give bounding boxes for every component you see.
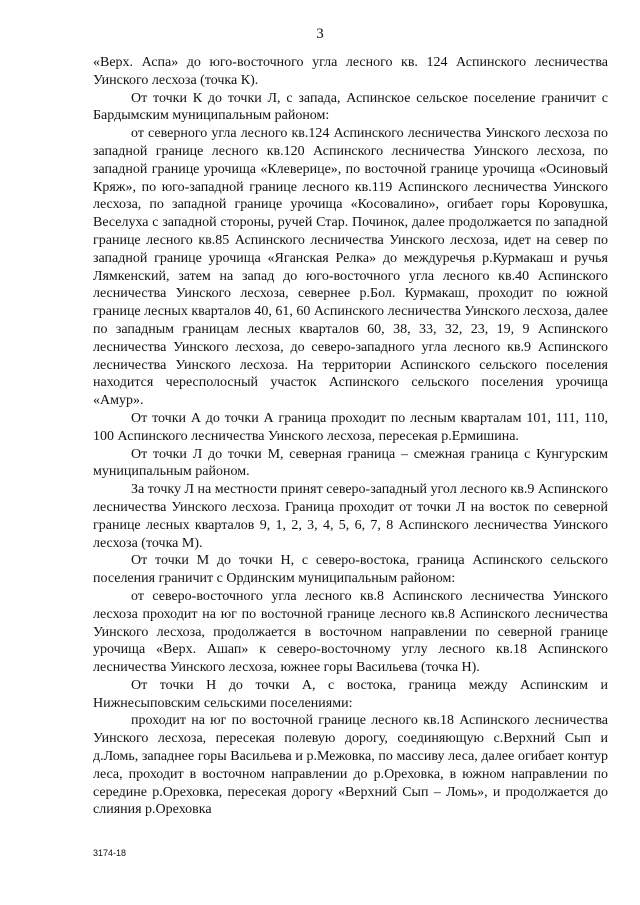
paragraph-point-m-to-n: От точки М до точки Н, с северо-востока, граница Аспинского сельского поселения граничит с Ординским муниципальным районом: <box>93 553 608 587</box>
paragraph-east-boundary: проходит на юг по восточной границе лесного кв.18 Аспинского лесничества Уинского лесхоза, пересекая полевую дорогу, соединяющую с.Верхний Сып и д.Ломь, западнее горы Васильева и р.Межовка, по массиву леса, далее огибает контур леса, проходит в восточном направлении до р.Ореховка, в южном направлении по середине р.Ореховка, пересекая дорогу «Верхний Сып – Ломь», и продолжается до слияния р.Ореховка <box>93 713 608 818</box>
document-body <box>93 54 608 819</box>
paragraph-orda-boundary: от северо-восточного угла лесного кв.8 Аспинского лесничества Уинского лесхоза проходит на юг по восточной границе лесного кв.8 Аспинского лесничества Уинского лесхоза, продолжается в восточном направлении по северной границе урочища «Верх. Ашап» к северо-восточному углу лесного кв.18 Аспинского лесничества Уинского лесхоза, южнее горы Васильева (точка Н). <box>93 588 608 676</box>
paragraph-point-l-to-m: От точки Л до точки М, северная граница – смежная граница с Кунгурским муниципальным районом. <box>93 446 608 480</box>
paragraph-point-k-to-l: От точки К до точки Л, с запада, Аспинское сельское поселение граничит с Бардымским муниципальным районом: <box>93 90 608 124</box>
paragraph-point-n-to-a: От точки Н до точки А, с востока, граница между Аспинским и Нижнесыповским сельскими поселениями: <box>93 677 608 711</box>
paragraph-bardym-boundary: от северного угла лесного кв.124 Аспинского лесничества Уинского лесхоза по западной границе лесного кв.120 Аспинского лесничества Уинского лесхоза, по западной границе урочища «Клеверице», по восточной границе урочища «Осиновый Кряж», по юго-западной границе лесного кв.119 Аспинского лесничества Уинского лесхоза, по западной границе урочища «Косовалино», огибает горы Коровушка, Веселуха с западной стороны, ручей Стар. Починок, далее продолжается по западной границе лесного кв.85 Аспинского лесничества Уинского лесхоза, идет на север по западной границе урочища «Яганская Релка» до междуречья р.Курмакаш и ручья Лямкенский, затем на запад до юго-восточного угла лесного кв.40 Аспинского лесничества Уинского лесхоза, севернее р.Бол. Курмакаш, проходит по южной границе лесных кварталов 40, 61, 60 Аспинского лесничества Уинского лесхоза, далее по западным границам лесных кварталов 60, 38, 33, 32, 23, 19, 9 Аспинского лесничества Уинского лесхоза, до северо-западного угла лесного кв.9 Аспинского лесничества Уинского лесхоза. На территории Аспинского сельского поселения находится чересполосный участок Аспинского сельского поселения урочища «Амур». <box>93 126 608 409</box>
paragraph-point-l-definition: За точку Л на местности принят северо-западный угол лесного кв.9 Аспинского лесничества Уинского лесхоза. Граница проходит от точки Л на восток по северной границе лесных кварталов 9, 1, 2, 3, 4, 5, 6, 7, 8 Аспинского лесничества Уинского лесхоза (точка М). <box>93 482 608 551</box>
paragraph-point-a-enclave: От точки А до точки А граница проходит по лесным кварталам 101, 111, 110, 100 Аспинского лесничества Уинского лесхоза, пересекая р.Ермишина. <box>93 410 608 444</box>
paragraph-continuation: «Верх. Аспа» до юго-восточного угла лесного кв. 124 Аспинского лесничества Уинского лесхоза (точка К). <box>93 55 608 88</box>
page-number: 3 <box>316 26 324 42</box>
footer-document-code: 3174-18 <box>93 848 127 858</box>
